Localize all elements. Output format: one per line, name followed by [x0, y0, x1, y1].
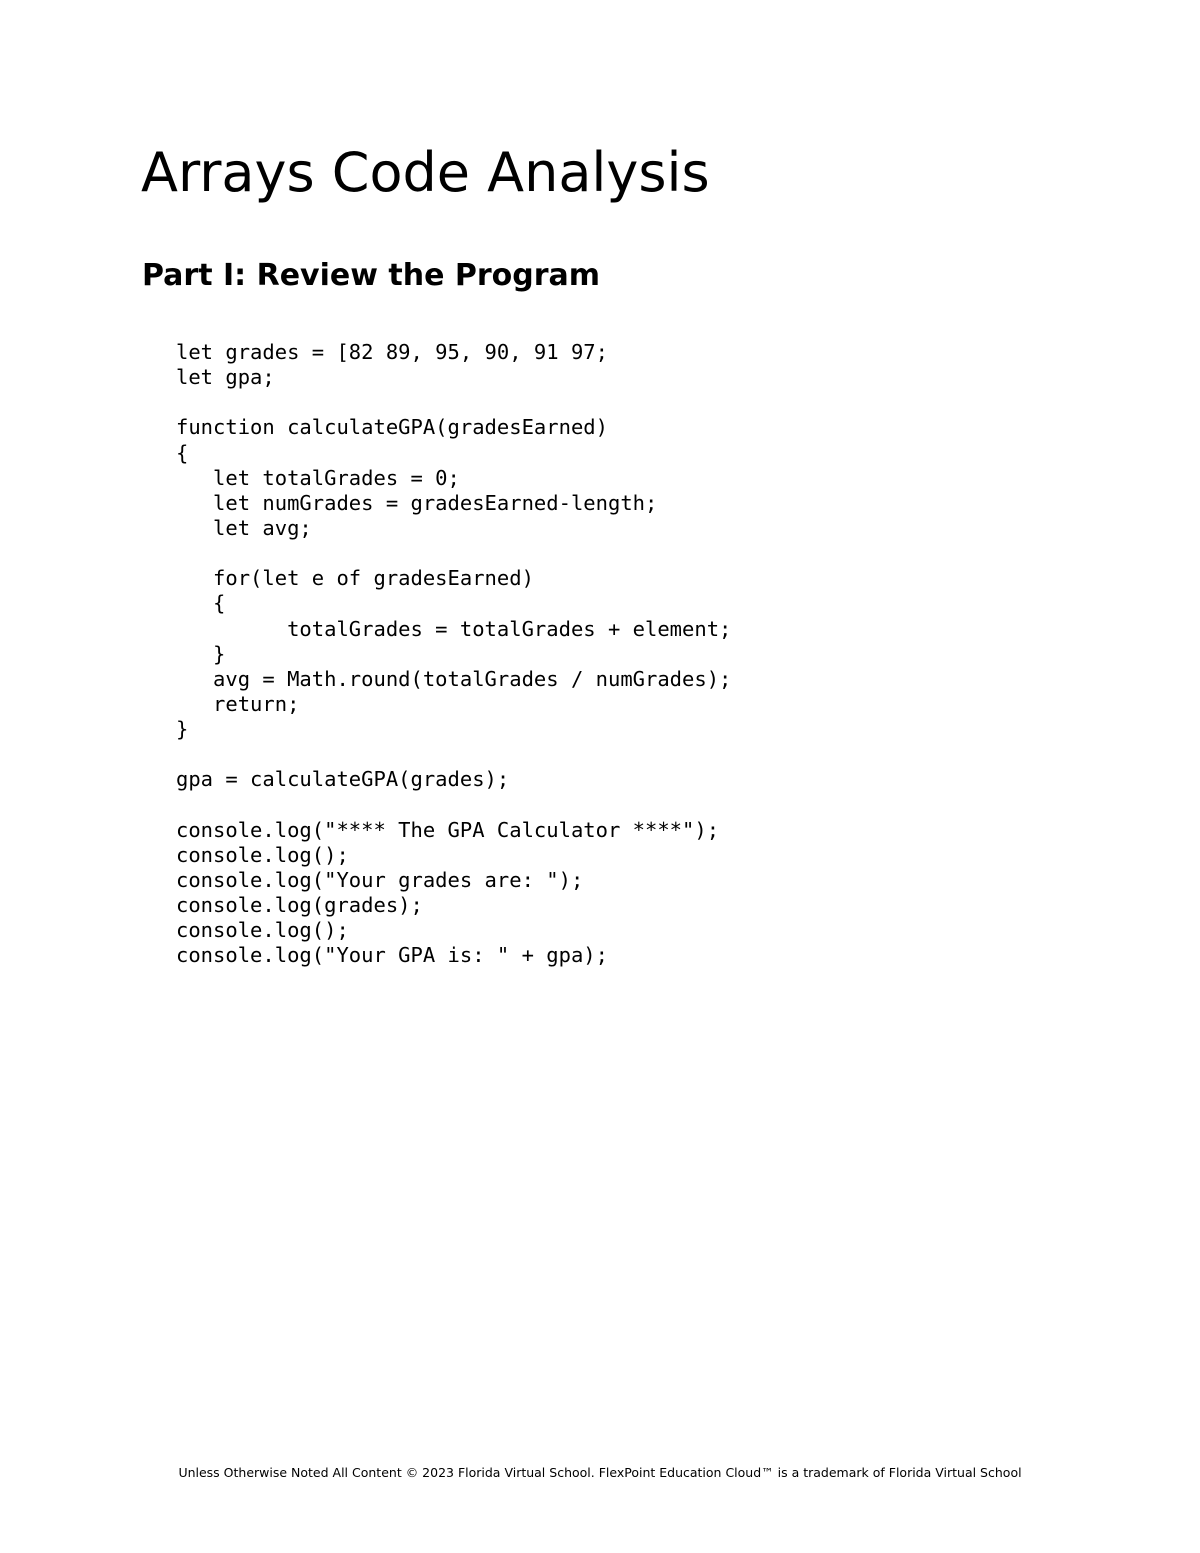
code-line: let totalGrades = 0;: [176, 465, 460, 490]
code-line: let grades = [82 89, 95, 90, 91 97;: [176, 340, 608, 364]
code-line: }: [176, 717, 189, 742]
document-title: Arrays Code Analysis: [141, 141, 710, 204]
code-line: console.log(grades);: [176, 893, 423, 918]
code-line: console.log();: [176, 918, 349, 943]
code-line: avg = Math.round(totalGrades / numGrades);: [176, 666, 732, 691]
code-line: console.log("Your grades are: ");: [176, 867, 584, 892]
code-line: console.log("**** The GPA Calculator ****");: [176, 817, 720, 842]
code-line: [176, 390, 731, 415]
code-line: gpa = calculateGPA(grades);: [176, 767, 510, 792]
code-line: console.log();: [176, 842, 349, 867]
code-line: let numGrades = gradesEarned-length;: [176, 490, 658, 515]
code-line: totalGrades = totalGrades + element;: [176, 616, 732, 641]
copyright-footer: Unless Otherwise Noted All Content © 2023 Florida Virtual School. FlexPoint Education Cloud™ is a trademark of Florida Virtual School: [178, 1465, 1022, 1480]
code-block: [176, 340, 731, 969]
code-line: console.log("Your GPA is: " + gpa);: [176, 943, 608, 968]
code-line: {: [176, 591, 226, 616]
part-heading: Part I: Review the Program: [142, 258, 601, 293]
code-line: [176, 742, 731, 767]
code-line: {: [176, 440, 189, 465]
code-line: let gpa;: [176, 365, 275, 390]
code-line: [176, 541, 731, 566]
code-line: return;: [176, 691, 300, 716]
code-line: function calculateGPA(gradesEarned): [176, 415, 608, 440]
code-line: for(let e of gradesEarned): [176, 566, 534, 591]
code-line: }: [176, 641, 226, 666]
code-line: [176, 793, 731, 818]
code-line: let avg;: [176, 515, 312, 540]
